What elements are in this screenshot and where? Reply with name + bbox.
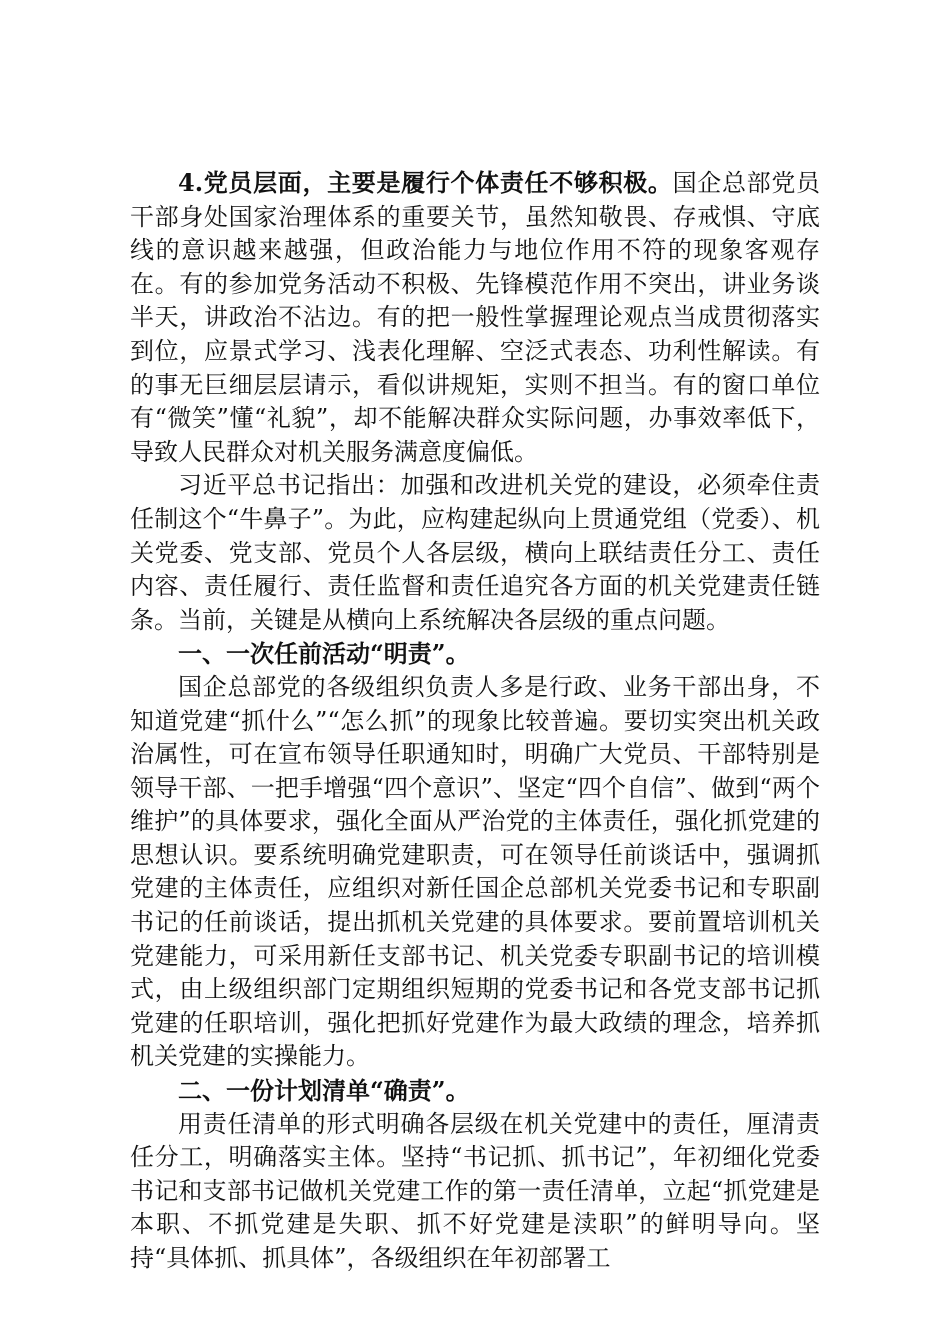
document-body	[130, 166, 820, 1276]
paragraph-responsibility-chain: 习近平总书记指出：加强和改进机关党的建设，必须牵住责任制这个“牛鼻子”。为此，应构建起纵向上贯通党组（党委）、机关党委、党支部、党员个人各层级，横向上联结责任分工、责任内容、责任履行、责任监督和责任追究各方面的机关党建责任链条。当前，关键是从横向上系统解决各层级的重点问题。	[130, 471, 820, 634]
paragraph-party-member-level	[130, 166, 820, 469]
paragraph-text: 国企总部党员干部身处国家治理体系的重要关节，虽然知敬畏、存戒惧、守底线的意识越来越强，但政治能力与地位作用不符的现象客观存在。有的参加党务活动不积极、先锋模范作用不突出，讲业务谈半天，讲政治不沾边。有的把一般性掌握理论观点当成贯彻落实到位，应景式学习、浅表化理解、空泛式表态、功利性解读。有的事无巨细层层请示，看似讲规矩，实则不担当。有的窗口单位有“微笑”懂“礼貌”，却不能解决群众实际问题，办事效率低下，导致人民群众对机关服务满意度偏低。	[130, 169, 820, 466]
paragraph-pre-appointment: 国企总部党的各级组织负责人多是行政、业务干部出身，不知道党建“抓什么”“怎么抓”的现象比较普遍。要切实突出机关政治属性，可在宣布领导任职通知时，明确广大党员、干部特别是领导干部、一把手增强“四个意识”、坚定“四个自信”、做到“两个维护”的具体要求，强化全面从严治党的主体责任，强化抓党建的思想认识。要系统明确党建职责，可在领导任前谈话中，强调抓党建的主体责任，应组织对新任国企总部机关党委书记和专职副书记的任前谈话，提出抓机关党建的具体要求。要前置培训机关党建能力，可采用新任支部书记、机关党委专职副书记的培训模式，由上级组织部门定期组织短期的党委书记和各党支部书记抓党建的任职培训，强化把抓好党建作为最大政绩的理念，培养抓机关党建的实操能力。	[130, 672, 820, 1071]
section-heading-1: 一、一次任前活动“明责”。	[178, 639, 470, 669]
section-heading-2: 二、一份计划清单“确责”。	[178, 1076, 470, 1106]
paragraph-responsibility-list: 用责任清单的形式明确各层级在机关党建中的责任，厘清责任分工，明确落实主体。坚持“书记抓、抓书记”，年初细化党委书记和支部书记做机关党建工作的第一责任清单，立起“抓党建是本职、不抓党建是失职、抓不好党建是渎职”的鲜明导向。坚持“具体抓、抓具体”，各级组织在年初部署工	[130, 1109, 820, 1272]
paragraph-lead: 4.党员层面，主要是履行个体责任不够积极。	[178, 168, 673, 197]
